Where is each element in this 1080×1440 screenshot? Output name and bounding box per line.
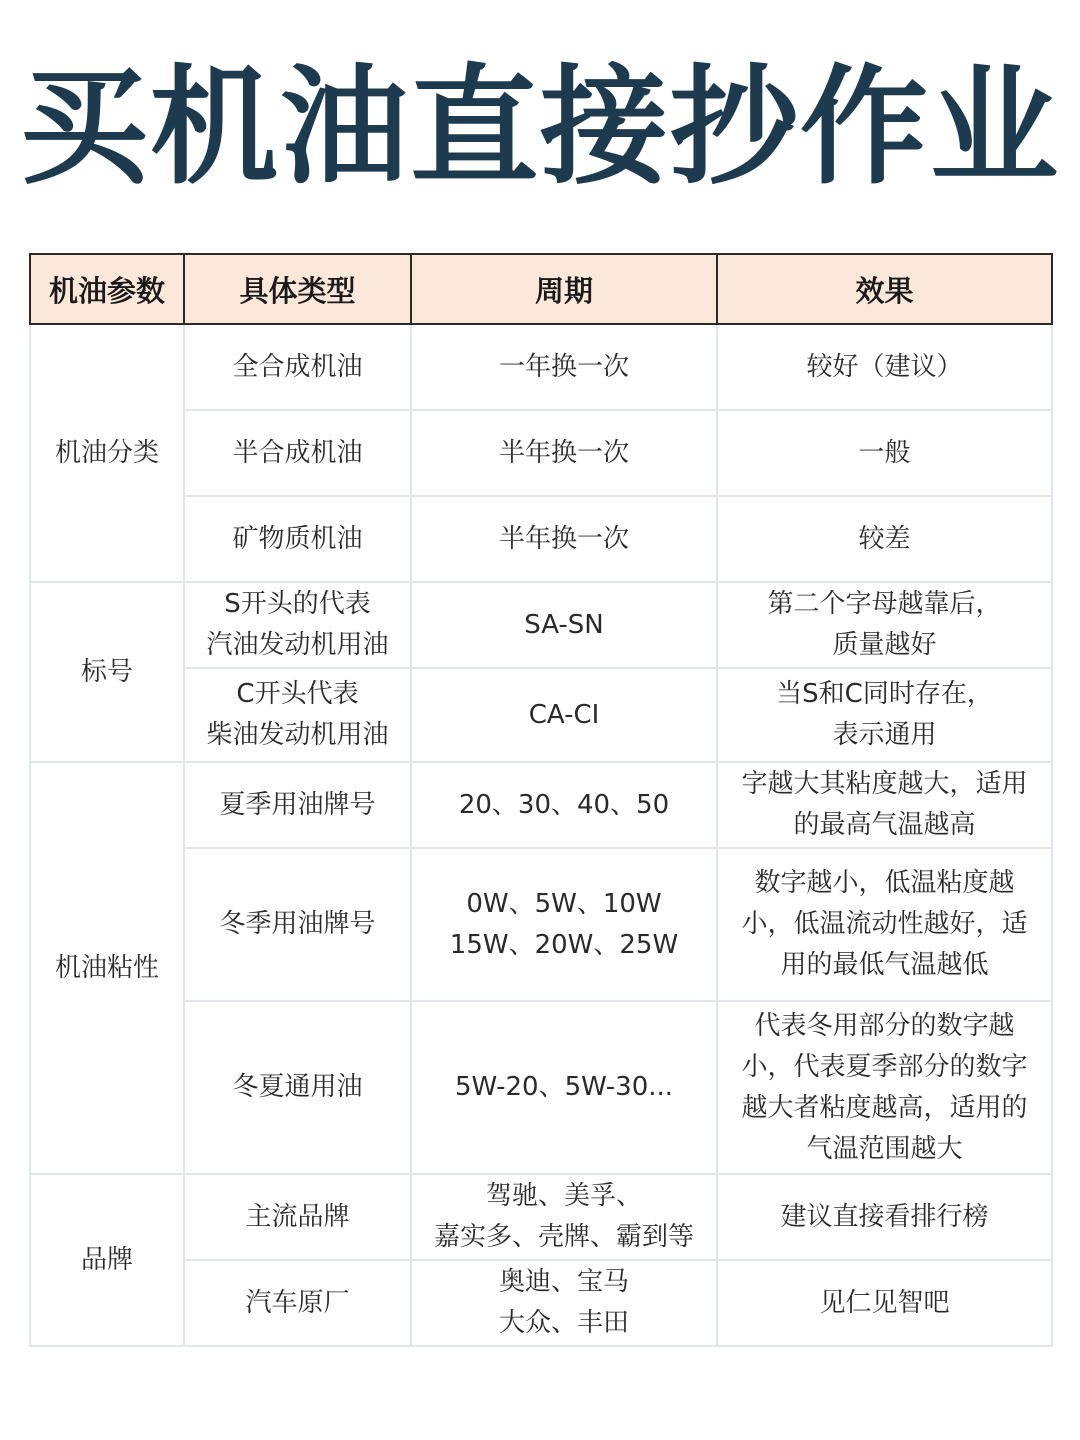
cell-effect: 建议直接看排行榜 bbox=[717, 1174, 1052, 1260]
cell-effect: 数字越小，低温粘度越 小，低温流动性越好，适 用的最低气温越低 bbox=[717, 848, 1052, 1001]
group-name-grade: 标号 bbox=[30, 582, 184, 762]
cell-type: 夏季用油牌号 bbox=[184, 762, 411, 848]
cell-effect: 较好（建议） bbox=[717, 324, 1052, 410]
group-name-brand: 品牌 bbox=[30, 1174, 184, 1346]
cell-period: 5W-20、5W-30... bbox=[411, 1001, 717, 1174]
cell-effect: 第二个字母越靠后， 质量越好 bbox=[717, 582, 1052, 668]
table-header-row bbox=[30, 254, 1052, 324]
table-row bbox=[30, 1001, 1052, 1174]
cell-period: CA-CI bbox=[411, 668, 717, 762]
cell-period: SA-SN bbox=[411, 582, 717, 668]
cell-type: 全合成机油 bbox=[184, 324, 411, 410]
cell-period: 一年换一次 bbox=[411, 324, 717, 410]
cell-type: 主流品牌 bbox=[184, 1174, 411, 1260]
cell-effect: 代表冬用部分的数字越 小，代表夏季部分的数字 越大者粘度越高，适用的 气温范围越大 bbox=[717, 1001, 1052, 1174]
group-name-viscosity: 机油粘性 bbox=[30, 762, 184, 1174]
cell-period: 半年换一次 bbox=[411, 410, 717, 496]
table-row bbox=[30, 1260, 1052, 1346]
cell-type: 冬季用油牌号 bbox=[184, 848, 411, 1001]
cell-effect: 较差 bbox=[717, 496, 1052, 582]
cell-effect: 当S和C同时存在， 表示通用 bbox=[717, 668, 1052, 762]
header-period: 周期 bbox=[411, 254, 717, 324]
cell-period: 奥迪、宝马 大众、丰田 bbox=[411, 1260, 717, 1346]
table-row bbox=[30, 582, 1052, 668]
cell-effect: 见仁见智吧 bbox=[717, 1260, 1052, 1346]
table-row bbox=[30, 848, 1052, 1001]
cell-type: 矿物质机油 bbox=[184, 496, 411, 582]
table-row bbox=[30, 410, 1052, 496]
cell-period: 20、30、40、50 bbox=[411, 762, 717, 848]
oil-comparison-table bbox=[29, 253, 1053, 1347]
cell-period: 0W、5W、10W 15W、20W、25W bbox=[411, 848, 717, 1001]
cell-type: S开头的代表 汽油发动机用油 bbox=[184, 582, 411, 668]
table-row bbox=[30, 1174, 1052, 1260]
cell-period: 驾驰、美孚、 嘉实多、壳牌、霸到等 bbox=[411, 1174, 717, 1260]
cell-type: C开头代表 柴油发动机用油 bbox=[184, 668, 411, 762]
cell-type: 汽车原厂 bbox=[184, 1260, 411, 1346]
cell-period: 半年换一次 bbox=[411, 496, 717, 582]
table-row bbox=[30, 668, 1052, 762]
header-effect: 效果 bbox=[717, 254, 1052, 324]
table-row bbox=[30, 762, 1052, 848]
table-row bbox=[30, 496, 1052, 582]
page-title: 买机油直接抄作业 bbox=[19, 53, 1060, 202]
cell-type: 冬夏通用油 bbox=[184, 1001, 411, 1174]
cell-effect: 字越大其粘度越大，适用 的最高气温越高 bbox=[717, 762, 1052, 848]
group-name-classification: 机油分类 bbox=[30, 324, 184, 582]
header-param: 机油参数 bbox=[30, 254, 184, 324]
cell-type: 半合成机油 bbox=[184, 410, 411, 496]
header-type: 具体类型 bbox=[184, 254, 411, 324]
cell-effect: 一般 bbox=[717, 410, 1052, 496]
table-row bbox=[30, 324, 1052, 410]
